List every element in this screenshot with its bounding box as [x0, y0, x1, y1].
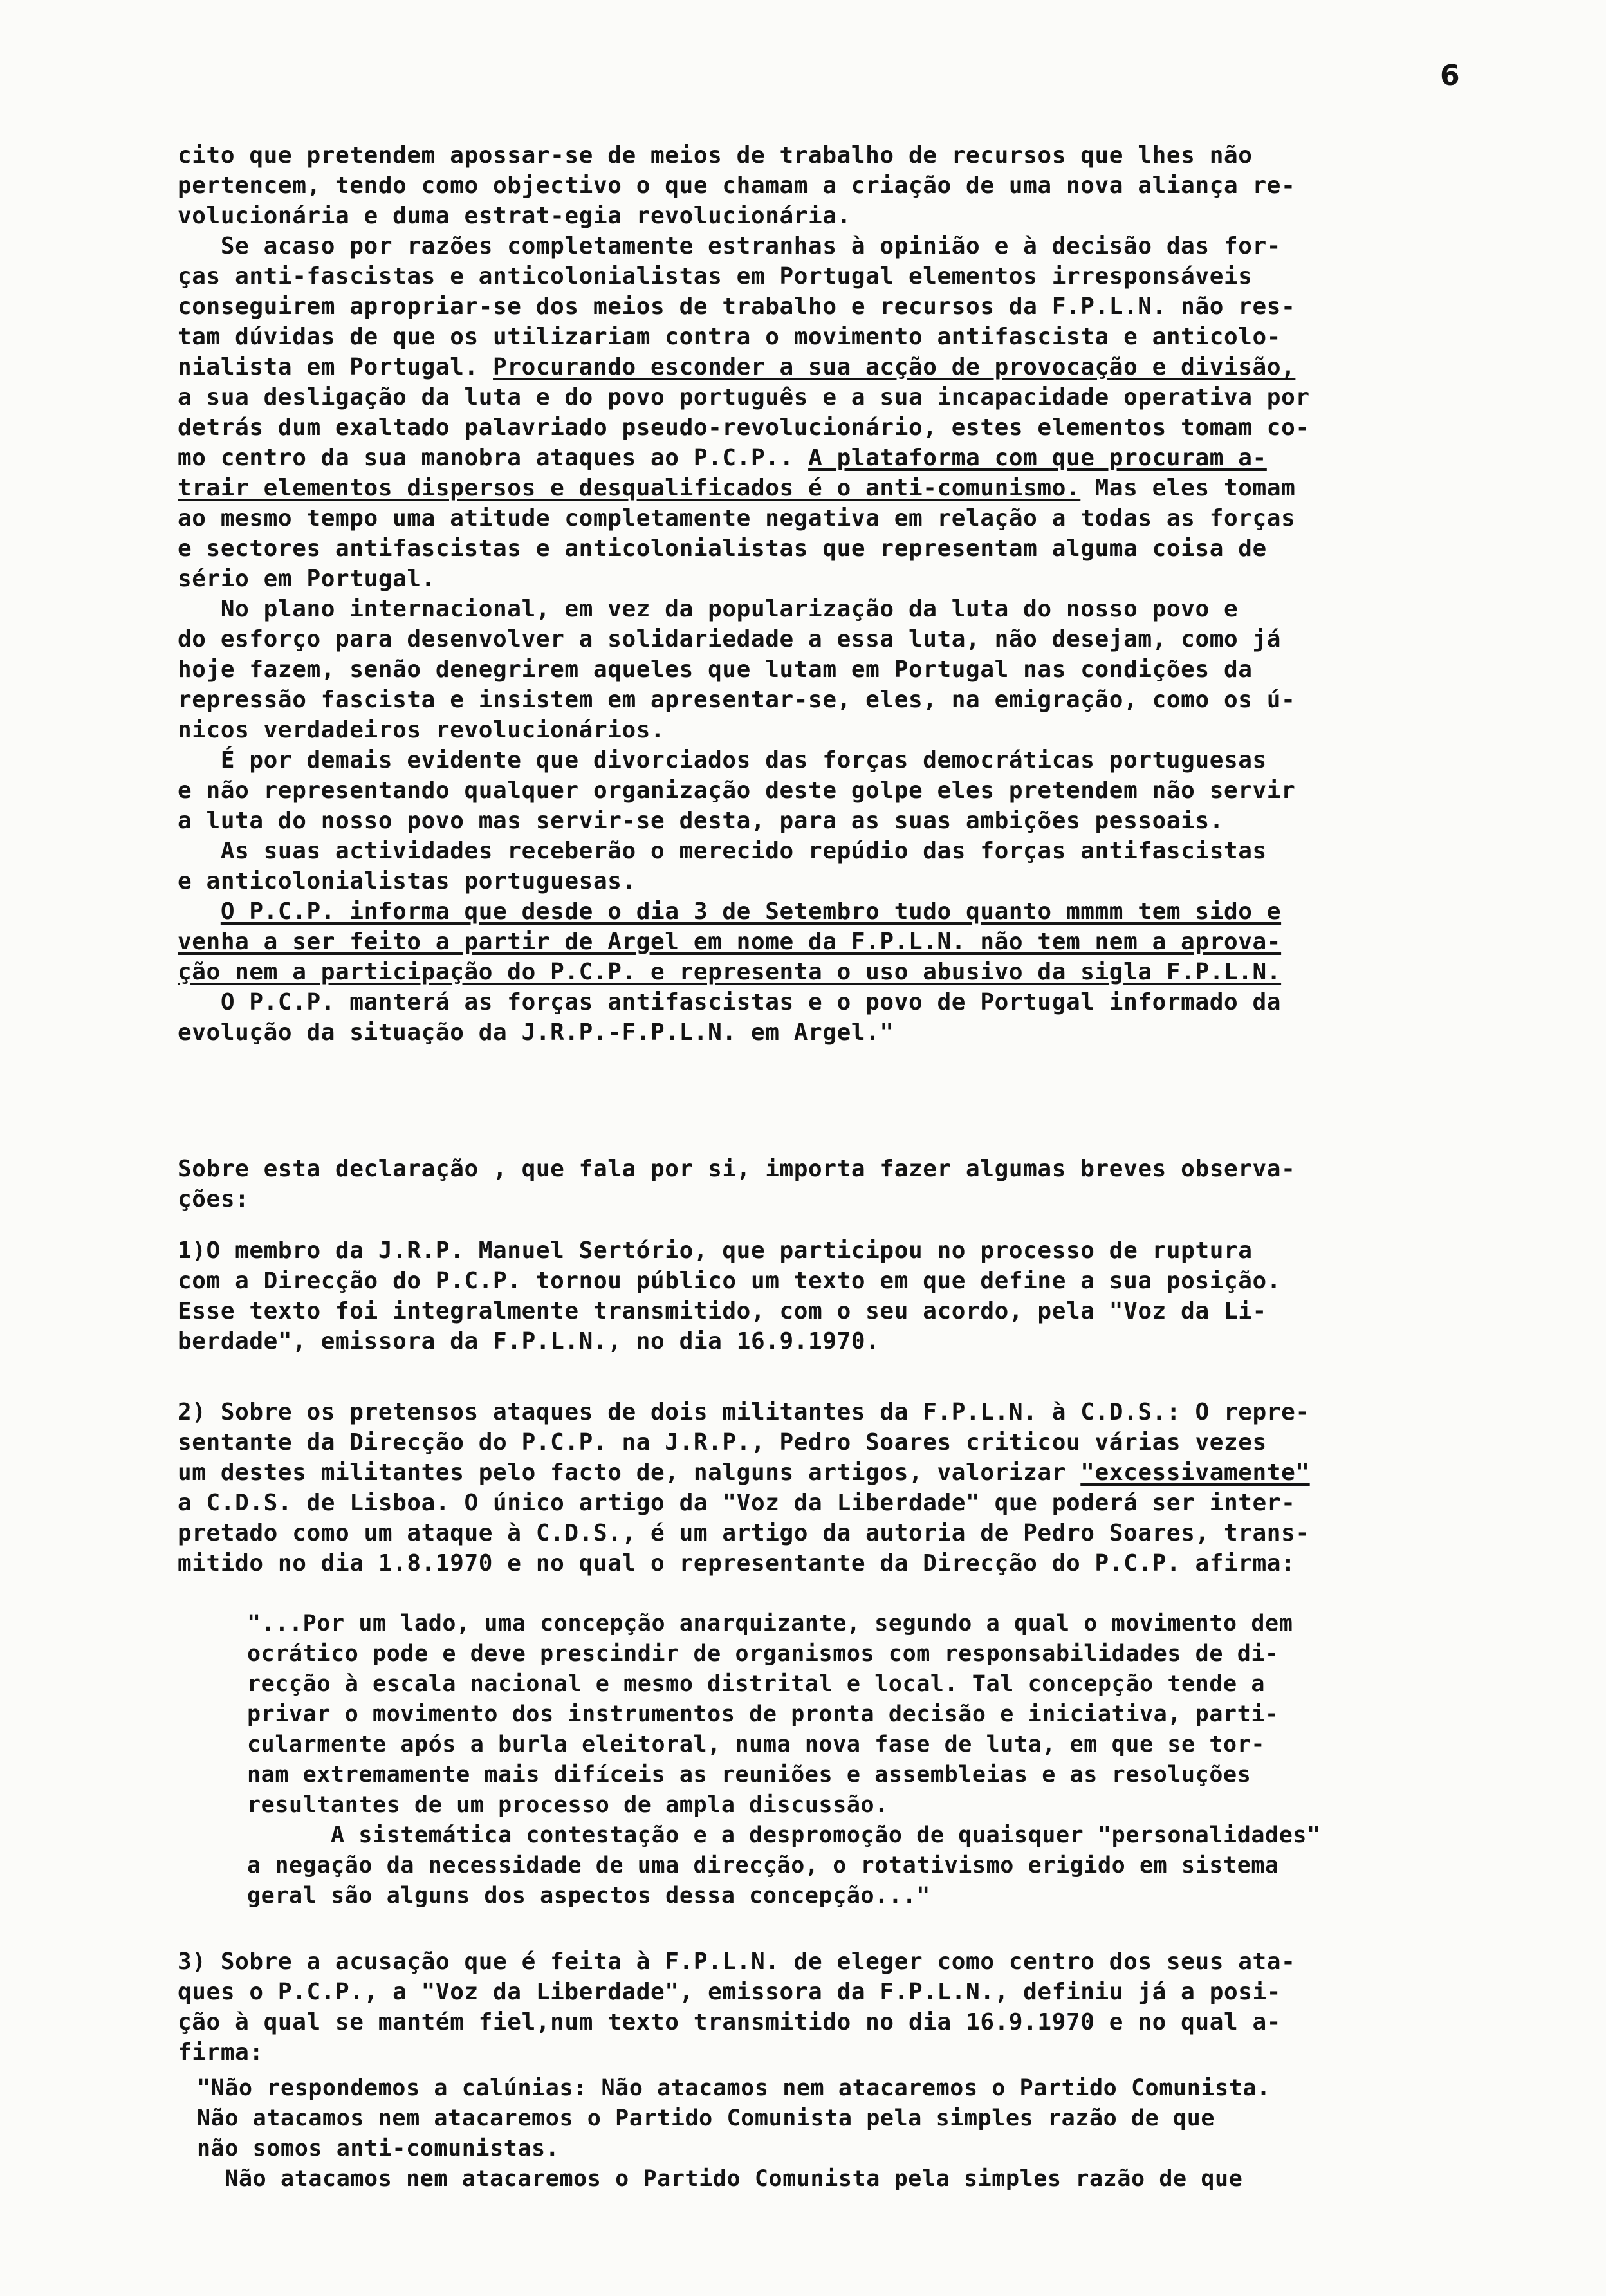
text-line: Esse texto foi integralmente transmitido, com o seu acordo, pela "Voz da Li-: [178, 1298, 1267, 1324]
text-line: detrás dum exaltado palavriado pseudo-revolucionário, estes elementos tomam co-: [178, 414, 1310, 441]
quoted-paragraph: [197, 2073, 1561, 2194]
text-line: a sua desligação da luta e do povo português e a sua incapacidade operativa por: [178, 384, 1310, 411]
underlined-phrase: A plataforma com que procuram a-: [808, 445, 1267, 471]
underlined-phrase: O P.C.P. informa que desde o dia 3 de Setembro tudo quanto mmmm tem sido e: [220, 898, 1282, 925]
text-line: repressão fascista e insistem em apresentar-se, eles, na emigração, como os ú-: [178, 687, 1296, 713]
text-line: ocrático pode e deve prescindir de organismos com responsabilidades de di-: [247, 1641, 1279, 1667]
text-line: ao mesmo tempo uma atitude completamente negativa em relação a todas as forças: [178, 505, 1296, 532]
text-line: e sectores antifascistas e anticolonialistas que representam alguma coisa de: [178, 535, 1267, 562]
text-line: Sobre esta declaração , que fala por si, importa fazer algumas breves observa-: [178, 1156, 1296, 1182]
text-line: recção à escala nacional e mesmo distrital e local. Tal concepção tende a: [247, 1671, 1266, 1697]
underlined-phrase: venha a ser feito a partir de Argel em nome da F.P.L.N. não tem nem a aprova-: [178, 929, 1282, 955]
text-line: As suas actividades receberão o merecido repúdio das forças antifascistas: [178, 838, 1267, 864]
text-line: volucionária e duma estrat-egia revolucionária.: [178, 203, 851, 229]
paragraph: [178, 1397, 1542, 1578]
text-line: geral são alguns dos aspectos dessa concepção...": [247, 1883, 930, 1909]
text-line: 3) Sobre a acusação que é feita à F.P.L.N. de eleger como centro dos seus ata-: [178, 1949, 1296, 1975]
text-line: Se acaso por razões completamente estranhas à opinião e à decisão das for-: [178, 233, 1282, 259]
text-line: ção à qual se mantém fiel,num texto transmitido no dia 16.9.1970 e no qual a-: [178, 2009, 1282, 2035]
quoted-paragraph: [247, 1609, 1606, 1911]
underlined-phrase: "excessivamente": [1080, 1459, 1310, 1486]
text-line: É por demais evidente que divorciados das forças democráticas portuguesas: [178, 747, 1267, 773]
text-line: um destes militantes pelo facto de, nalguns artigos, valorizar "excessivamente": [178, 1459, 1310, 1486]
text-line: trair elementos dispersos e desqualificados é o anti-comunismo. Mas eles tomam: [178, 475, 1296, 501]
text-line: a C.D.S. de Lisboa. O único artigo da "Voz da Liberdade" que poderá ser inter-: [178, 1490, 1296, 1516]
text-line: a luta do nosso povo mas servir-se desta, para as suas ambições pessoais.: [178, 808, 1224, 834]
text-line: tam dúvidas de que os utilizariam contra o movimento antifascista e anticolo-: [178, 324, 1282, 350]
text-line: nialista em Portugal. Procurando esconder a sua acção de provocação e divisão,: [178, 354, 1296, 380]
text-line: ques o P.C.P., a "Voz da Liberdade", emissora da F.P.L.N., definiu já a posi-: [178, 1979, 1282, 2005]
text-line: a negação da necessidade de uma direcção, o rotativismo erigido em sistema: [247, 1853, 1279, 1878]
text-line: e anticolonialistas portuguesas.: [178, 868, 636, 894]
text-line: firma:: [178, 2039, 264, 2066]
text-line: resultantes de um processo de ampla discussão.: [247, 1792, 889, 1818]
text-line: pretado como um ataque à C.D.S., é um artigo da autoria de Pedro Soares, trans-: [178, 1520, 1310, 1546]
text-line: cularmente após a burla eleitoral, numa nova fase de luta, em que se tor-: [247, 1732, 1266, 1757]
text-line: e não representando qualquer organização deste golpe eles pretendem não servir: [178, 777, 1296, 804]
underlined-phrase: ção nem a participação do P.C.P. e representa o uso abusivo da sigla F.P.L.N.: [178, 959, 1282, 985]
paragraph: [178, 1236, 1542, 1356]
text-line: sério em Portugal.: [178, 566, 436, 592]
text-line: [178, 927, 1542, 957]
text-line: 1)O membro da J.R.P. Manuel Sertório, que participou no processo de ruptura: [178, 1237, 1253, 1264]
text-line: No plano internacional, em vez da popularização da luta do nosso povo e: [178, 596, 1239, 622]
paragraph: [178, 1947, 1542, 2068]
text-line: O P.C.P. manterá as forças antifascistas e o povo de Portugal informado da: [178, 989, 1282, 1015]
text-line: ções:: [178, 1186, 250, 1212]
text-line: berdade", emissora da F.P.L.N., no dia 16.9.1970.: [178, 1328, 880, 1355]
text-line: não somos anti-comunistas.: [197, 2136, 560, 2162]
text-line: hoje fazem, senão denegrirem aqueles que lutam em Portugal nas condições da: [178, 656, 1253, 683]
text-line: Não atacamos nem atacaremos o Partido Comunista pela simples razão de que: [197, 2166, 1243, 2192]
text-line: A sistemática contestação e a despromoção de quaisquer "personalidades": [247, 1822, 1321, 1848]
text-line: mitido no dia 1.8.1970 e no qual o representante da Direcção do P.C.P. afirma:: [178, 1550, 1296, 1577]
text-line: 2) Sobre os pretensos ataques de dois militantes da F.P.L.N. à C.D.S.: O repre-: [178, 1399, 1310, 1425]
text-line: Não atacamos nem atacaremos o Partido Comunista pela simples razão de que: [197, 2106, 1215, 2131]
text-line: privar o movimento dos instrumentos de pronta decisão e iniciativa, parti-: [247, 1701, 1279, 1727]
text-line: com a Direcção do P.C.P. tornou público um texto em que define a sua posição.: [178, 1268, 1282, 1294]
text-line: do esforço para desenvolver a solidariedade a essa luta, não desejam, como já: [178, 626, 1282, 653]
text-line: conseguirem apropriar-se dos meios de trabalho e recursos da F.P.L.N. não res-: [178, 293, 1296, 320]
text-line: mo centro da sua manobra ataques ao P.C.P.. A plataforma com que procuram a-: [178, 445, 1267, 471]
text-line: "Não respondemos a calúnias: Não atacamos nem atacaremos o Partido Comunista.: [197, 2075, 1271, 2101]
page-number: 6: [1440, 59, 1460, 92]
text-line: cito que pretendem apossar-se de meios de trabalho de recursos que lhes não: [178, 142, 1253, 169]
text-line: pertencem, tendo como objectivo o que chamam a criação de uma nova aliança re-: [178, 172, 1296, 199]
text-line: sentante da Direcção do P.C.P. na J.R.P., Pedro Soares criticou várias vezes: [178, 1429, 1267, 1456]
text-line: [178, 957, 1542, 987]
text-line: nicos verdadeiros revolucionários.: [178, 717, 665, 743]
paragraph: [178, 140, 1542, 1048]
underlined-phrase: trair elementos dispersos e desqualificados é o anti-comunismo.: [178, 475, 1081, 501]
paragraph: [178, 1154, 1542, 1214]
text-line: nam extremamente mais difíceis as reuniões e assembleias e as resoluções: [247, 1762, 1251, 1788]
text-line: "...Por um lado, uma concepção anarquizante, segundo a qual o movimento dem: [247, 1611, 1293, 1636]
underlined-phrase: Procurando esconder a sua acção de provocação e divisão,: [493, 354, 1296, 380]
text-line: [178, 896, 1542, 927]
text-line: evolução da situação da J.R.P.-F.P.L.N. em Argel.": [178, 1019, 894, 1046]
text-line: ças anti-fascistas e anticolonialistas em Portugal elementos irresponsáveis: [178, 263, 1253, 290]
